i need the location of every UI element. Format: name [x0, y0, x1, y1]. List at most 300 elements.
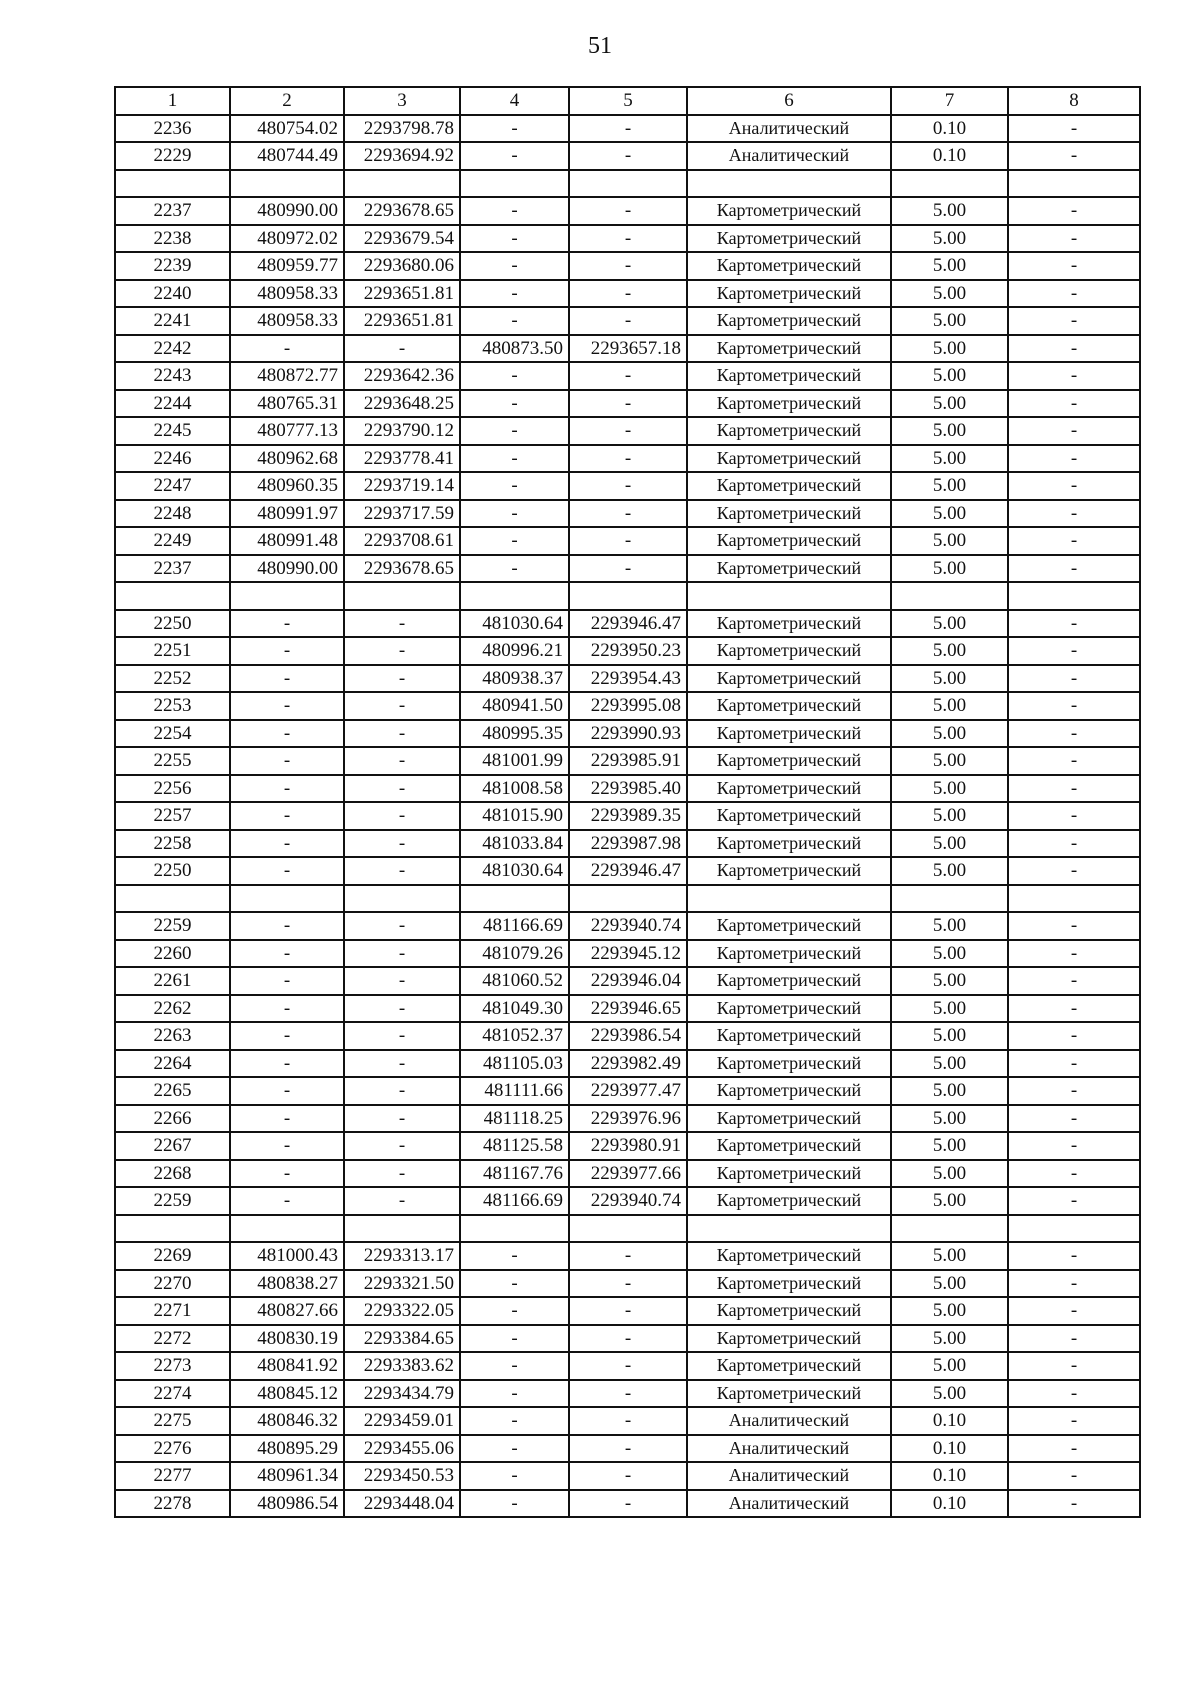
- y-coordinate-cell: -: [344, 665, 460, 693]
- note-cell: -: [1008, 1050, 1140, 1078]
- method-cell: Аналитический: [687, 1407, 891, 1435]
- x-coordinate-cell: -: [230, 637, 344, 665]
- method-cell: Картометрический: [687, 637, 891, 665]
- x-coordinate-new-cell: -: [460, 280, 569, 308]
- point-number-cell: 2261: [115, 967, 230, 995]
- y-coordinate-new-cell: -: [569, 1462, 687, 1490]
- x-coordinate-cell: 480961.34: [230, 1462, 344, 1490]
- y-coordinate-new-cell: 2293985.91: [569, 747, 687, 775]
- method-cell: Картометрический: [687, 775, 891, 803]
- x-coordinate-cell: -: [230, 830, 344, 858]
- x-coordinate-new-cell: -: [460, 1435, 569, 1463]
- separator-row: [115, 1215, 1140, 1243]
- y-coordinate-new-cell: [569, 582, 687, 610]
- point-number-cell: 2264: [115, 1050, 230, 1078]
- y-coordinate-cell: -: [344, 692, 460, 720]
- method-cell: Картометрический: [687, 1160, 891, 1188]
- accuracy-cell: 0.10: [891, 1435, 1008, 1463]
- x-coordinate-cell: 480962.68: [230, 445, 344, 473]
- method-cell: Картометрический: [687, 1297, 891, 1325]
- point-number-cell: 2249: [115, 527, 230, 555]
- y-coordinate-cell: 2293384.65: [344, 1325, 460, 1353]
- accuracy-cell: 5.00: [891, 775, 1008, 803]
- y-coordinate-new-cell: -: [569, 115, 687, 143]
- table-row: [115, 1325, 1140, 1353]
- accuracy-cell: 0.10: [891, 115, 1008, 143]
- table-row: [115, 1105, 1140, 1133]
- y-coordinate-cell: 2293321.50: [344, 1270, 460, 1298]
- table-row: [115, 775, 1140, 803]
- point-number-cell: 2237: [115, 197, 230, 225]
- method-cell: Картометрический: [687, 527, 891, 555]
- table-row: [115, 665, 1140, 693]
- x-coordinate-cell: 480990.00: [230, 197, 344, 225]
- x-coordinate-new-cell: 481111.66: [460, 1077, 569, 1105]
- method-cell: Картометрический: [687, 307, 891, 335]
- x-coordinate-new-cell: -: [460, 1462, 569, 1490]
- column-header: 8: [1008, 87, 1140, 115]
- y-coordinate-cell: 2293708.61: [344, 527, 460, 555]
- note-cell: -: [1008, 115, 1140, 143]
- table-row: [115, 720, 1140, 748]
- table-row: [115, 1132, 1140, 1160]
- x-coordinate-new-cell: 481118.25: [460, 1105, 569, 1133]
- y-coordinate-cell: [344, 885, 460, 913]
- note-cell: -: [1008, 362, 1140, 390]
- x-coordinate-cell: [230, 170, 344, 198]
- note-cell: -: [1008, 747, 1140, 775]
- y-coordinate-new-cell: 2293946.65: [569, 995, 687, 1023]
- table-row: [115, 335, 1140, 363]
- note-cell: -: [1008, 775, 1140, 803]
- point-number-cell: 2240: [115, 280, 230, 308]
- method-cell: Картометрический: [687, 720, 891, 748]
- method-cell: Картометрический: [687, 1077, 891, 1105]
- table-header-row: [115, 87, 1140, 115]
- accuracy-cell: 5.00: [891, 362, 1008, 390]
- y-coordinate-cell: 2293313.17: [344, 1242, 460, 1270]
- x-coordinate-new-cell: -: [460, 472, 569, 500]
- x-coordinate-new-cell: -: [460, 1352, 569, 1380]
- y-coordinate-cell: 2293798.78: [344, 115, 460, 143]
- y-coordinate-cell: -: [344, 1050, 460, 1078]
- column-header: 3: [344, 87, 460, 115]
- x-coordinate-new-cell: -: [460, 225, 569, 253]
- note-cell: -: [1008, 830, 1140, 858]
- method-cell: Картометрический: [687, 665, 891, 693]
- method-cell: Картометрический: [687, 1105, 891, 1133]
- accuracy-cell: 5.00: [891, 1380, 1008, 1408]
- note-cell: -: [1008, 637, 1140, 665]
- note-cell: -: [1008, 472, 1140, 500]
- point-number-cell: [115, 582, 230, 610]
- x-coordinate-cell: -: [230, 1077, 344, 1105]
- point-number-cell: 2238: [115, 225, 230, 253]
- note-cell: -: [1008, 967, 1140, 995]
- method-cell: Аналитический: [687, 142, 891, 170]
- point-number-cell: 2276: [115, 1435, 230, 1463]
- table-row: [115, 142, 1140, 170]
- note-cell: -: [1008, 912, 1140, 940]
- y-coordinate-new-cell: -: [569, 555, 687, 583]
- point-number-cell: 2242: [115, 335, 230, 363]
- y-coordinate-cell: 2293459.01: [344, 1407, 460, 1435]
- x-coordinate-new-cell: 480873.50: [460, 335, 569, 363]
- method-cell: [687, 1215, 891, 1243]
- y-coordinate-cell: -: [344, 637, 460, 665]
- table-row: [115, 225, 1140, 253]
- accuracy-cell: 5.00: [891, 445, 1008, 473]
- method-cell: Картометрический: [687, 362, 891, 390]
- table-row: [115, 472, 1140, 500]
- accuracy-cell: 5.00: [891, 335, 1008, 363]
- y-coordinate-new-cell: 2293977.47: [569, 1077, 687, 1105]
- y-coordinate-cell: 2293694.92: [344, 142, 460, 170]
- x-coordinate-new-cell: -: [460, 197, 569, 225]
- y-coordinate-cell: -: [344, 1022, 460, 1050]
- method-cell: Картометрический: [687, 280, 891, 308]
- x-coordinate-new-cell: 481060.52: [460, 967, 569, 995]
- accuracy-cell: 5.00: [891, 252, 1008, 280]
- coordinates-table: [114, 86, 1141, 1518]
- table-row: [115, 1297, 1140, 1325]
- table-row: [115, 1462, 1140, 1490]
- method-cell: Картометрический: [687, 692, 891, 720]
- accuracy-cell: 5.00: [891, 692, 1008, 720]
- point-number-cell: 2255: [115, 747, 230, 775]
- point-number-cell: 2271: [115, 1297, 230, 1325]
- accuracy-cell: 5.00: [891, 500, 1008, 528]
- x-coordinate-cell: 480754.02: [230, 115, 344, 143]
- x-coordinate-new-cell: 480995.35: [460, 720, 569, 748]
- note-cell: -: [1008, 995, 1140, 1023]
- x-coordinate-cell: -: [230, 1050, 344, 1078]
- x-coordinate-new-cell: 481167.76: [460, 1160, 569, 1188]
- y-coordinate-new-cell: -: [569, 417, 687, 445]
- point-number-cell: 2275: [115, 1407, 230, 1435]
- x-coordinate-new-cell: -: [460, 417, 569, 445]
- x-coordinate-cell: [230, 582, 344, 610]
- x-coordinate-new-cell: -: [460, 1380, 569, 1408]
- x-coordinate-new-cell: -: [460, 445, 569, 473]
- method-cell: Картометрический: [687, 747, 891, 775]
- x-coordinate-new-cell: -: [460, 1270, 569, 1298]
- x-coordinate-cell: -: [230, 995, 344, 1023]
- note-cell: -: [1008, 445, 1140, 473]
- accuracy-cell: 5.00: [891, 280, 1008, 308]
- method-cell: Картометрический: [687, 500, 891, 528]
- accuracy-cell: 5.00: [891, 995, 1008, 1023]
- y-coordinate-cell: 2293679.54: [344, 225, 460, 253]
- x-coordinate-cell: 480845.12: [230, 1380, 344, 1408]
- table-row: [115, 830, 1140, 858]
- accuracy-cell: 5.00: [891, 307, 1008, 335]
- table-row: [115, 747, 1140, 775]
- point-number-cell: 2252: [115, 665, 230, 693]
- x-coordinate-new-cell: -: [460, 142, 569, 170]
- note-cell: [1008, 1215, 1140, 1243]
- point-number-cell: 2260: [115, 940, 230, 968]
- accuracy-cell: [891, 582, 1008, 610]
- x-coordinate-new-cell: -: [460, 555, 569, 583]
- method-cell: [687, 582, 891, 610]
- point-number-cell: 2236: [115, 115, 230, 143]
- y-coordinate-new-cell: 2293945.12: [569, 940, 687, 968]
- x-coordinate-cell: 480830.19: [230, 1325, 344, 1353]
- x-coordinate-new-cell: -: [460, 1297, 569, 1325]
- column-header: 4: [460, 87, 569, 115]
- note-cell: -: [1008, 1022, 1140, 1050]
- y-coordinate-new-cell: 2293940.74: [569, 912, 687, 940]
- point-number-cell: 2248: [115, 500, 230, 528]
- note-cell: -: [1008, 1077, 1140, 1105]
- note-cell: -: [1008, 1132, 1140, 1160]
- point-number-cell: 2273: [115, 1352, 230, 1380]
- y-coordinate-cell: 2293719.14: [344, 472, 460, 500]
- y-coordinate-cell: 2293651.81: [344, 307, 460, 335]
- x-coordinate-new-cell: 480938.37: [460, 665, 569, 693]
- note-cell: -: [1008, 1407, 1140, 1435]
- y-coordinate-new-cell: -: [569, 1270, 687, 1298]
- x-coordinate-cell: 480991.48: [230, 527, 344, 555]
- x-coordinate-cell: -: [230, 912, 344, 940]
- y-coordinate-cell: -: [344, 1132, 460, 1160]
- y-coordinate-new-cell: -: [569, 445, 687, 473]
- y-coordinate-new-cell: 2293950.23: [569, 637, 687, 665]
- x-coordinate-new-cell: -: [460, 252, 569, 280]
- x-coordinate-cell: 480846.32: [230, 1407, 344, 1435]
- note-cell: -: [1008, 527, 1140, 555]
- y-coordinate-cell: -: [344, 747, 460, 775]
- page-number: 51: [588, 33, 612, 59]
- y-coordinate-cell: [344, 1215, 460, 1243]
- method-cell: Картометрический: [687, 1242, 891, 1270]
- y-coordinate-new-cell: 2293657.18: [569, 335, 687, 363]
- x-coordinate-new-cell: 480941.50: [460, 692, 569, 720]
- y-coordinate-cell: -: [344, 1187, 460, 1215]
- accuracy-cell: 5.00: [891, 1132, 1008, 1160]
- point-number-cell: 2257: [115, 802, 230, 830]
- method-cell: Картометрический: [687, 830, 891, 858]
- y-coordinate-cell: -: [344, 1160, 460, 1188]
- y-coordinate-new-cell: -: [569, 1325, 687, 1353]
- accuracy-cell: 5.00: [891, 1050, 1008, 1078]
- table-row: [115, 280, 1140, 308]
- y-coordinate-new-cell: 2293946.47: [569, 857, 687, 885]
- note-cell: -: [1008, 1187, 1140, 1215]
- x-coordinate-cell: -: [230, 857, 344, 885]
- x-coordinate-new-cell: 481079.26: [460, 940, 569, 968]
- x-coordinate-cell: 480991.97: [230, 500, 344, 528]
- point-number-cell: 2269: [115, 1242, 230, 1270]
- method-cell: Картометрический: [687, 995, 891, 1023]
- note-cell: -: [1008, 610, 1140, 638]
- method-cell: Картометрический: [687, 417, 891, 445]
- column-header: 5: [569, 87, 687, 115]
- y-coordinate-new-cell: -: [569, 252, 687, 280]
- accuracy-cell: 5.00: [891, 417, 1008, 445]
- method-cell: [687, 885, 891, 913]
- x-coordinate-new-cell: 481105.03: [460, 1050, 569, 1078]
- note-cell: -: [1008, 692, 1140, 720]
- y-coordinate-new-cell: [569, 885, 687, 913]
- accuracy-cell: 5.00: [891, 912, 1008, 940]
- y-coordinate-cell: -: [344, 912, 460, 940]
- note-cell: -: [1008, 1105, 1140, 1133]
- method-cell: Картометрический: [687, 610, 891, 638]
- y-coordinate-cell: 2293448.04: [344, 1490, 460, 1518]
- point-number-cell: 2256: [115, 775, 230, 803]
- table-row: [115, 857, 1140, 885]
- method-cell: Картометрический: [687, 225, 891, 253]
- x-coordinate-cell: 480959.77: [230, 252, 344, 280]
- x-coordinate-cell: 480872.77: [230, 362, 344, 390]
- point-number-cell: 2266: [115, 1105, 230, 1133]
- y-coordinate-cell: 2293450.53: [344, 1462, 460, 1490]
- y-coordinate-new-cell: -: [569, 1297, 687, 1325]
- method-cell: Картометрический: [687, 390, 891, 418]
- accuracy-cell: 5.00: [891, 1325, 1008, 1353]
- x-coordinate-new-cell: 481015.90: [460, 802, 569, 830]
- x-coordinate-new-cell: [460, 170, 569, 198]
- note-cell: -: [1008, 417, 1140, 445]
- y-coordinate-new-cell: 2293995.08: [569, 692, 687, 720]
- note-cell: -: [1008, 665, 1140, 693]
- x-coordinate-cell: 480958.33: [230, 280, 344, 308]
- x-coordinate-cell: 480765.31: [230, 390, 344, 418]
- y-coordinate-cell: -: [344, 1105, 460, 1133]
- separator-row: [115, 885, 1140, 913]
- note-cell: -: [1008, 1435, 1140, 1463]
- method-cell: Картометрический: [687, 967, 891, 995]
- y-coordinate-cell: 2293434.79: [344, 1380, 460, 1408]
- x-coordinate-cell: 480777.13: [230, 417, 344, 445]
- table-row: [115, 417, 1140, 445]
- y-coordinate-new-cell: -: [569, 225, 687, 253]
- x-coordinate-new-cell: 481052.37: [460, 1022, 569, 1050]
- y-coordinate-new-cell: 2293946.47: [569, 610, 687, 638]
- point-number-cell: 2243: [115, 362, 230, 390]
- x-coordinate-cell: -: [230, 747, 344, 775]
- note-cell: -: [1008, 335, 1140, 363]
- y-coordinate-cell: -: [344, 1077, 460, 1105]
- accuracy-cell: 5.00: [891, 1022, 1008, 1050]
- y-coordinate-cell: -: [344, 775, 460, 803]
- y-coordinate-new-cell: -: [569, 1352, 687, 1380]
- x-coordinate-cell: 480744.49: [230, 142, 344, 170]
- note-cell: -: [1008, 252, 1140, 280]
- method-cell: Картометрический: [687, 197, 891, 225]
- y-coordinate-cell: 2293678.65: [344, 555, 460, 583]
- y-coordinate-new-cell: 2293985.40: [569, 775, 687, 803]
- table-row: [115, 1022, 1140, 1050]
- table-row: [115, 527, 1140, 555]
- table-row: [115, 115, 1140, 143]
- note-cell: -: [1008, 280, 1140, 308]
- point-number-cell: 2259: [115, 1187, 230, 1215]
- accuracy-cell: 5.00: [891, 637, 1008, 665]
- point-number-cell: 2268: [115, 1160, 230, 1188]
- table-row: [115, 1352, 1140, 1380]
- table-row: [115, 1077, 1140, 1105]
- x-coordinate-new-cell: 481008.58: [460, 775, 569, 803]
- column-header: 2: [230, 87, 344, 115]
- accuracy-cell: 0.10: [891, 1490, 1008, 1518]
- x-coordinate-new-cell: -: [460, 390, 569, 418]
- method-cell: Картометрический: [687, 1270, 891, 1298]
- x-coordinate-cell: 480827.66: [230, 1297, 344, 1325]
- column-header: 1: [115, 87, 230, 115]
- y-coordinate-cell: 2293717.59: [344, 500, 460, 528]
- accuracy-cell: 0.10: [891, 142, 1008, 170]
- y-coordinate-cell: -: [344, 940, 460, 968]
- y-coordinate-cell: 2293778.41: [344, 445, 460, 473]
- note-cell: -: [1008, 1297, 1140, 1325]
- method-cell: Картометрический: [687, 940, 891, 968]
- y-coordinate-cell: 2293383.62: [344, 1352, 460, 1380]
- x-coordinate-new-cell: -: [460, 307, 569, 335]
- x-coordinate-new-cell: 481166.69: [460, 912, 569, 940]
- y-coordinate-new-cell: -: [569, 1435, 687, 1463]
- y-coordinate-cell: 2293642.36: [344, 362, 460, 390]
- accuracy-cell: 5.00: [891, 967, 1008, 995]
- y-coordinate-new-cell: -: [569, 390, 687, 418]
- method-cell: Картометрический: [687, 335, 891, 363]
- method-cell: Картометрический: [687, 1352, 891, 1380]
- x-coordinate-new-cell: -: [460, 1490, 569, 1518]
- x-coordinate-new-cell: -: [460, 115, 569, 143]
- x-coordinate-new-cell: -: [460, 500, 569, 528]
- method-cell: Аналитический: [687, 115, 891, 143]
- table-row: [115, 637, 1140, 665]
- table-row: [115, 610, 1140, 638]
- method-cell: Картометрический: [687, 472, 891, 500]
- accuracy-cell: 5.00: [891, 527, 1008, 555]
- y-coordinate-cell: 2293651.81: [344, 280, 460, 308]
- y-coordinate-cell: 2293648.25: [344, 390, 460, 418]
- note-cell: -: [1008, 857, 1140, 885]
- x-coordinate-new-cell: 481125.58: [460, 1132, 569, 1160]
- y-coordinate-new-cell: -: [569, 527, 687, 555]
- method-cell: Картометрический: [687, 857, 891, 885]
- point-number-cell: 2245: [115, 417, 230, 445]
- method-cell: Картометрический: [687, 912, 891, 940]
- accuracy-cell: 5.00: [891, 857, 1008, 885]
- accuracy-cell: [891, 1215, 1008, 1243]
- x-coordinate-cell: 480986.54: [230, 1490, 344, 1518]
- point-number-cell: 2272: [115, 1325, 230, 1353]
- point-number-cell: [115, 170, 230, 198]
- x-coordinate-cell: [230, 1215, 344, 1243]
- table-row: [115, 555, 1140, 583]
- x-coordinate-new-cell: -: [460, 1407, 569, 1435]
- x-coordinate-cell: -: [230, 1105, 344, 1133]
- x-coordinate-cell: -: [230, 335, 344, 363]
- y-coordinate-cell: -: [344, 967, 460, 995]
- y-coordinate-new-cell: -: [569, 1380, 687, 1408]
- x-coordinate-new-cell: 481030.64: [460, 610, 569, 638]
- note-cell: -: [1008, 940, 1140, 968]
- x-coordinate-cell: -: [230, 665, 344, 693]
- method-cell: Картометрический: [687, 445, 891, 473]
- accuracy-cell: 5.00: [891, 555, 1008, 583]
- table-row: [115, 362, 1140, 390]
- point-number-cell: 2258: [115, 830, 230, 858]
- x-coordinate-cell: -: [230, 1187, 344, 1215]
- table-row: [115, 1270, 1140, 1298]
- accuracy-cell: 5.00: [891, 940, 1008, 968]
- table-row: [115, 912, 1140, 940]
